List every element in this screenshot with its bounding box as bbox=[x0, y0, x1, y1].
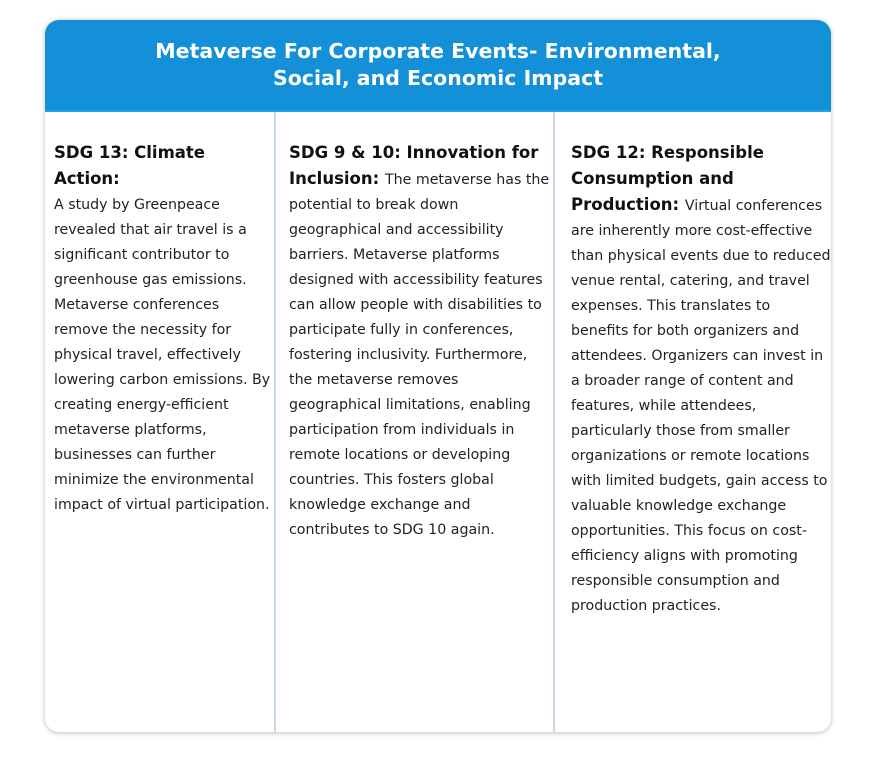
column-innovation-inclusion bbox=[289, 141, 555, 543]
column-climate-action bbox=[54, 141, 272, 518]
column-divider bbox=[274, 112, 276, 732]
card-header bbox=[45, 20, 831, 112]
column-heading: SDG 13: Climate Action: bbox=[54, 143, 205, 188]
column-heading: SDG 9 & 10: Innovation for Inclusion: bbox=[289, 143, 539, 188]
column-body: The metaverse has the potential to break down geographical and accessibility barriers. Metaverse platforms designed with accessibility features can allow people with disabilities to participate fully in conferences, fostering inclusivity. Furthermore, the metaverse removes geographical limitations, enabling participation from individuals in remote locations or developing countries. This fosters global knowledge exchange and contributes to SDG 10 again. bbox=[289, 172, 550, 538]
columns-container bbox=[45, 112, 831, 732]
column-body: Virtual conferences are inherently more cost-effective than physical events due to reduced venue rental, catering, and travel expenses. This translates to benefits for both organizers and attendees. Organizers can invest in a broader range of content and features, while attendees, particularly those from smaller organizations or remote locations with limited budgets, gain access to valuable knowledge exchange opportunities. This focus on cost-efficiency aligns with promoting responsible consumption and production practices. bbox=[571, 198, 831, 614]
column-responsible-consumption bbox=[571, 141, 831, 619]
column-heading: SDG 12: Responsible Consumption and Production: bbox=[571, 143, 764, 214]
column-body: A study by Greenpeace revealed that air travel is a significant contributor to greenhouse gas emissions. Metaverse conferences remove the necessity for physical travel, effectively lowering carbon emissions. By creating energy-efficient metaverse platforms, businesses can further minimize the environmental impact of virtual participation. bbox=[54, 197, 271, 513]
card-title: Metaverse For Corporate Events- Environmental, Social, and Economic Impact bbox=[155, 39, 721, 90]
impact-card bbox=[45, 20, 831, 732]
